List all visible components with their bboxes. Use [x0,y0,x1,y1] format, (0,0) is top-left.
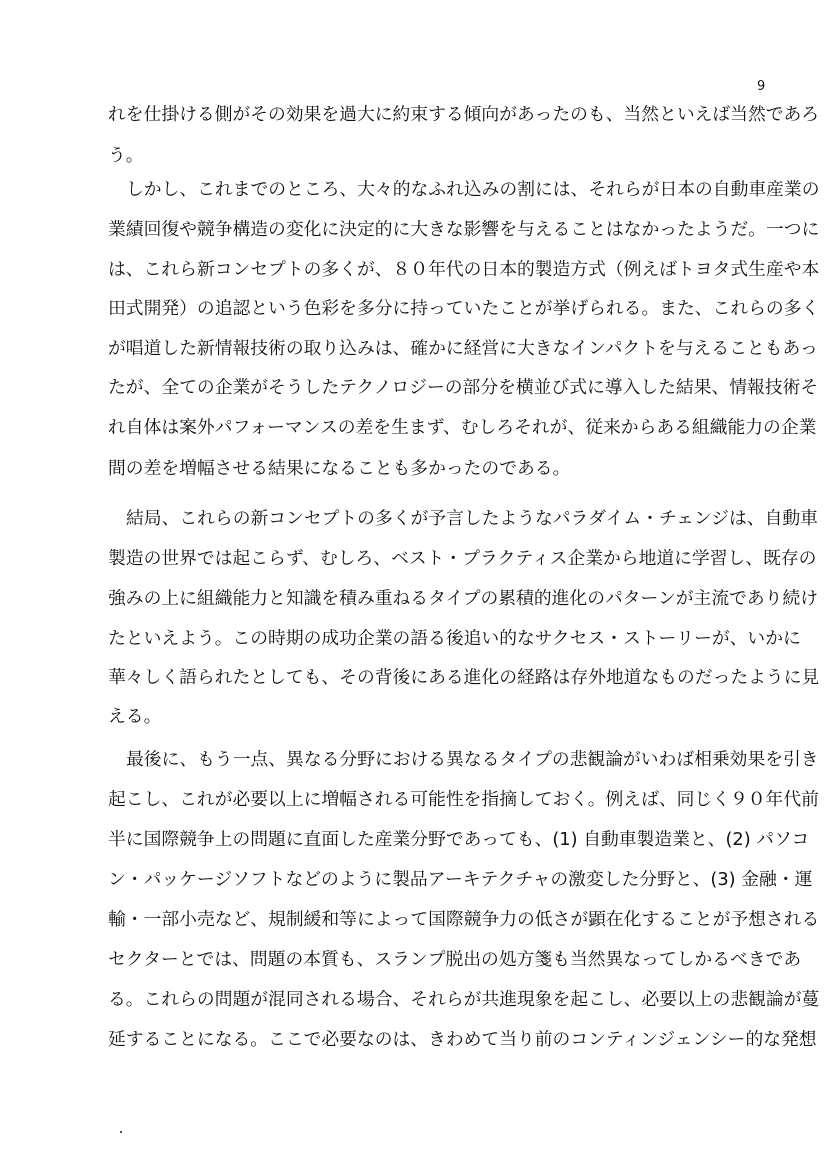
text-line: しかし、これまでのところ、大々的なふれ込みの割には、それらが日本の自動車産業の [126,179,820,200]
text-line: 華々しく語られたとしても、その背後にある進化の経路は存外地道なものだったように見 [108,667,820,688]
text-line: が唱道した新情報技術の取り込みは、確かに経営に大きなインパクトを与えることもあっ [108,338,818,359]
text-line: ン・パッケージソフトなどのように製品アーキテクチャの激変した分野と、(3) 金融・運 [108,869,813,890]
text-line: たが、全ての企業がそうしたテクノロジーの部分を横並び式に導入した結果、情報技術そ [108,377,819,398]
text-line: れ自体は案外パフォーマンスの差を生まず、むしろそれが、従来からある組織能力の企業 [108,417,817,438]
text-line: セクターとでは、問題の本質も、スランプ脱出の処方箋も当然異なってしかるべきであ [108,949,802,970]
text-line: 間の差を増幅させる結果になることも多かったのである。 [108,458,571,479]
text-line: 最後に、もう一点、異なる分野における異なるタイプの悲観論がいわば相乗効果を引き [126,749,819,770]
page-number: 9 [757,79,766,94]
text-line: 結局、これらの新コンセプトの多くが予言したようなパラダイム・チェンジは、自動車 [126,508,818,529]
text-line: 業績回復や競争構造の変化に決定的に大きな影響を与えることはなかったようだ。一つに [108,219,820,240]
text-line: る。これらの問題が混同される場合、それらが共進現象を起こし、必要以上の悲観論が蔓 [108,989,820,1010]
text-line: える。 [108,706,162,727]
text-line: 起こし、これが必要以上に増幅される可能性を指摘しておく。例えば、同じく９０年代前 [108,789,819,810]
text-line: 輸・一部小売など、規制緩和等によって国際競争力の低さが顕在化することが予想される [108,909,820,930]
text-line: 半に国際競争上の問題に直面した産業分野であっても、(1) 自動車製造業と、(2) パソコ [108,829,810,850]
text-line: 延することになる。ここで必要なのは、きわめて当り前のコンティンジェンシー的な発想 [108,1029,817,1050]
text-line: は、これら新コンセプトの多くが、８０年代の日本的製造方式（例えばトヨタ式生産や本 [108,259,820,280]
text-line: 田式開発）の追認という色彩を多分に持っていたことが挙げられる。また、これらの多く [108,298,820,319]
text-line: れを仕掛ける側がその効果を過大に約束する傾向があったのも、当然といえば当然であろ [108,104,820,125]
text-line: 強みの上に組織能力と知識を積み重ねるタイプの累積的進化のパターンが主流であり続け [108,588,819,609]
text-line: たといえよう。この時期の成功企業の語る後追い的なサクセス・ストーリーが、いかに [108,628,801,649]
scan-speck [120,1131,122,1133]
text-line: う。 [108,145,144,166]
text-line: 製造の世界では起こらず、むしろ、ベスト・プラクティス企業から地道に学習し、既存の [108,548,817,569]
